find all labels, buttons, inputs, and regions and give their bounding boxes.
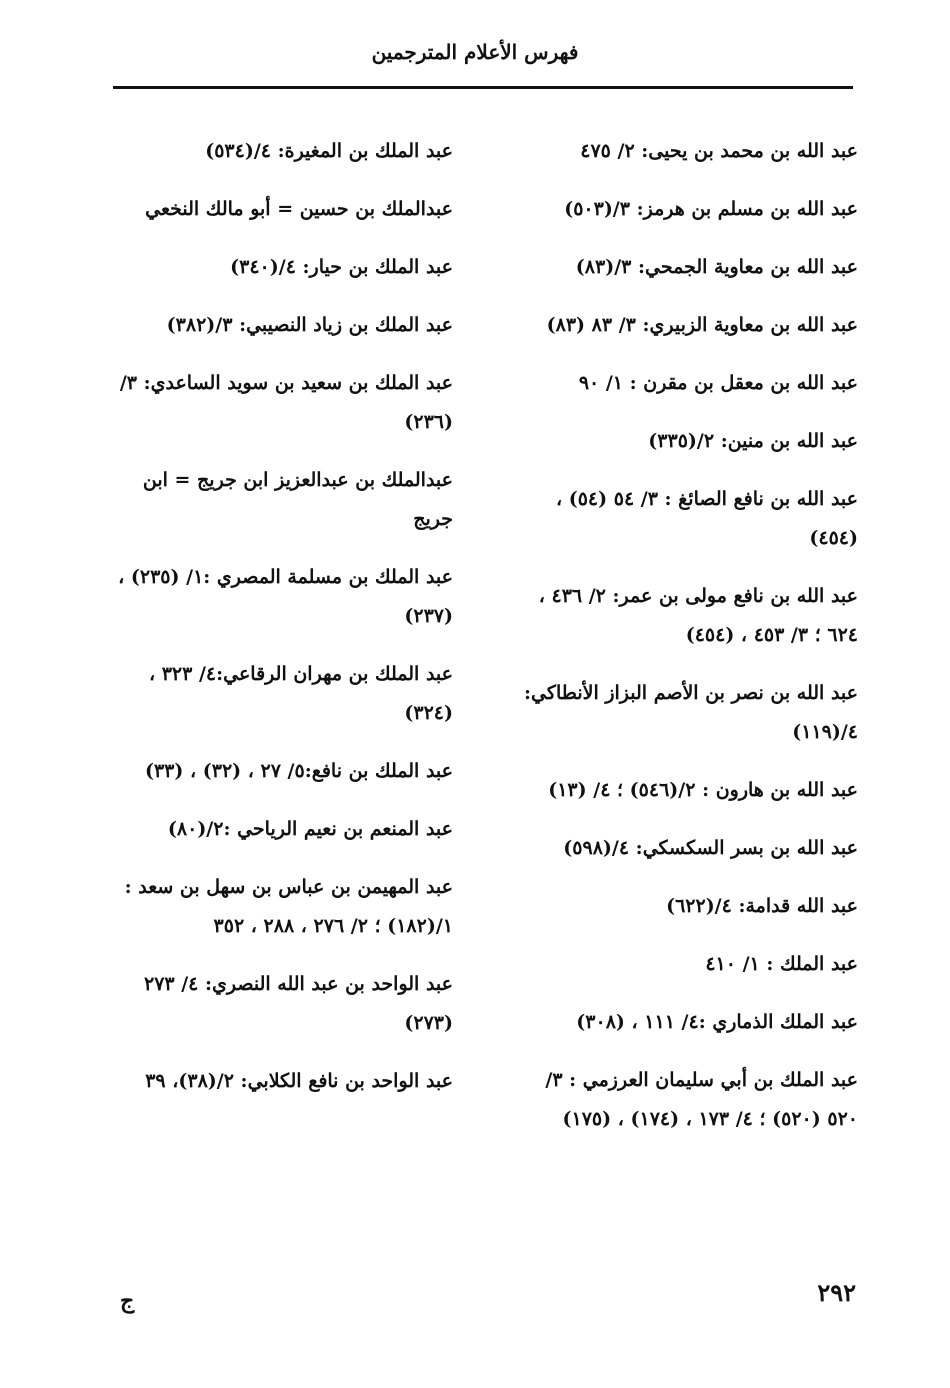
index-entry: عبد الملك بن حيار: ٤/(٣٤٠) — [230, 256, 453, 278]
index-entry: عبد الملك بن مهران الرقاعي:٤/ ٣٢٣ ، (٣٢٤) — [148, 663, 453, 724]
index-entry: عبد الملك بن مسلمة المصري :١/ (٢٣٥) ، (٢٣٧) — [118, 566, 453, 627]
index-column-right — [513, 132, 858, 1158]
index-entry: عبدالملك بن عبدالعزيز ابن جريج = ابن جريج — [142, 469, 453, 530]
header-divider — [113, 86, 853, 89]
index-entry: عبد المهيمن بن عباس بن سهل بن سعد : ١/(١٨٢) ؛ ٢/ ٢٧٦ ، ٢٨٨ ، ٣٥٢ — [124, 876, 453, 937]
signature-mark: ج — [120, 1288, 135, 1314]
index-entry: عبد الله بن مسلم بن هرمز: ٣/(٥٠٣) — [564, 198, 858, 220]
index-entry: عبد الله بن هارون : ٢/(٥٤٦) ؛ ٤/ (١٣) — [548, 779, 858, 801]
index-entry: عبد الملك بن نافع:٥/ ٢٧ ، (٣٢) ، (٣٣) — [144, 760, 453, 782]
index-entry: عبد الله بن بسر السكسكي: ٤/(٥٩٨) — [563, 837, 858, 859]
index-entry: عبد الله بن نصر بن الأصم البزاز الأنطاكي: ٤/(١١٩) — [524, 682, 858, 743]
index-entry: عبد الملك بن المغيرة: ٤/(٥٣٤) — [205, 140, 453, 162]
index-entry: عبد الله بن معقل بن مقرن : ١/ ٩٠ — [578, 372, 858, 394]
index-entry: عبد الله بن معاوية الجمحي: ٣/(٨٣) — [575, 256, 858, 278]
index-entry: عبد الواحد بن نافع الكلابي: ٢/(٣٨)، ٣٩ — [145, 1070, 453, 1092]
index-entry: عبد الملك : ١/ ٤١٠ — [705, 953, 858, 975]
index-entry: عبد الله بن منين: ٢/(٣٣٥) — [648, 430, 858, 452]
index-entry: عبد الله بن معاوية الزبيري: ٣/ ٨٣ (٨٣) — [546, 314, 858, 336]
index-entry: عبد الملك بن زياد النصيبي: ٣/(٣٨٢) — [166, 314, 453, 336]
index-entry: عبد الله بن نافع الصائغ : ٣/ ٥٤ (٥٤) ، (٤٥٤) — [555, 488, 858, 549]
index-entry: عبد الملك بن سعيد بن سويد الساعدي: ٣/ (٢٣٦) — [119, 372, 453, 433]
page-header-title: فهرس الأعلام المترجمين — [371, 40, 579, 64]
index-entry: عبد الله قدامة: ٤/(٦٢٢) — [666, 895, 858, 917]
index-entry: عبد الله بن محمد بن يحيى: ٢/ ٤٧٥ — [580, 140, 858, 162]
index-entry: عبد الله بن نافع مولى بن عمر: ٢/ ٤٣٦ ، ٦٢٤ ؛ ٣/ ٤٥٣ ، (٤٥٤) — [538, 585, 858, 646]
index-entry: عبد الملك بن أبي سليمان العرزمي : ٣/ ٥٢٠ (٥٢٠) ؛ ٤/ ١٧٣ ، (١٧٤) ، (١٧٥) — [545, 1069, 858, 1130]
index-entry: عبد الملك الذماري :٤/ ١١١ ، (٣٠٨) — [576, 1011, 858, 1033]
index-entry: عبد الواحد بن عبد الله النصري: ٤/ ٢٧٣ (٢٧٣) — [143, 973, 453, 1034]
index-entry: عبد المنعم بن نعيم الرياحي :٢/(٨٠) — [167, 818, 453, 840]
page-number: ٢٩٢ — [817, 1278, 856, 1307]
index-column-left — [108, 132, 453, 1120]
index-entry: عبدالملك بن حسين = أبو مالك النخعي — [145, 198, 453, 220]
